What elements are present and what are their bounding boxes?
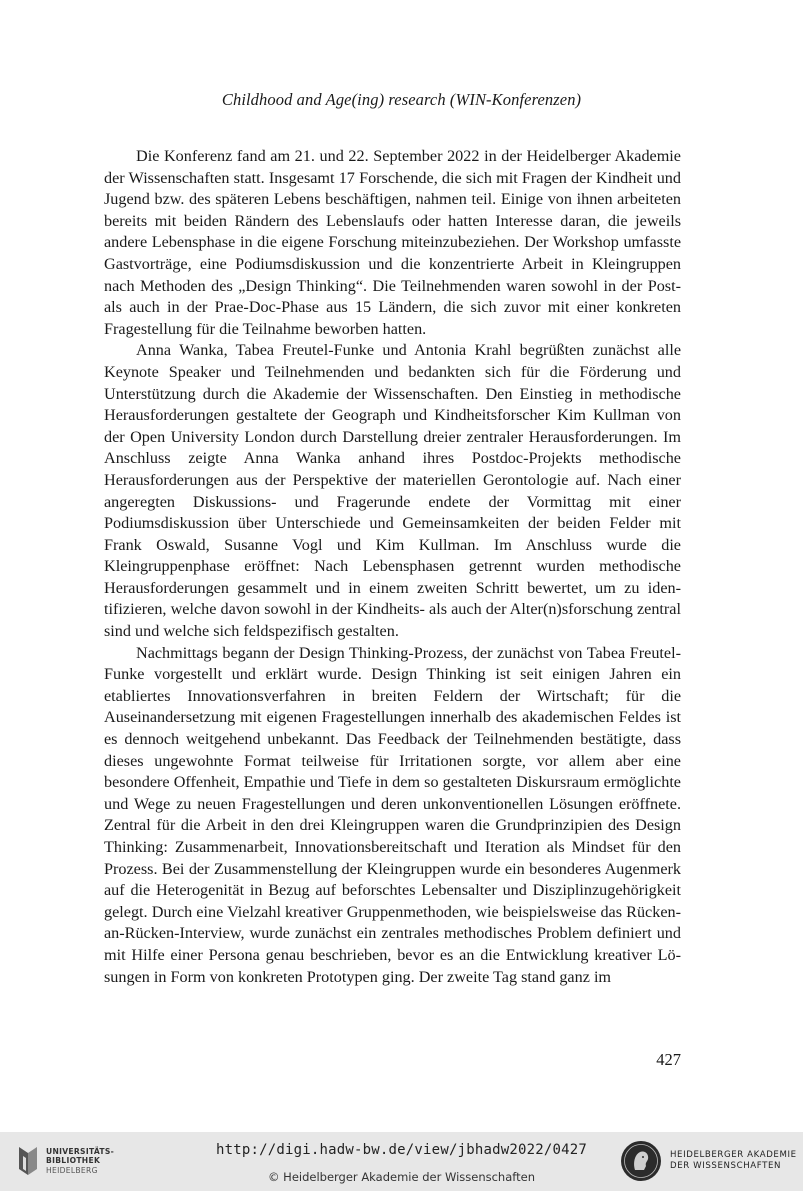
footer-bar xyxy=(0,1132,803,1191)
paragraph-1: Die Konferenz fand am 21. und 22. September 2022 in der Heidelberger Akademie der Wissenschaften statt. Insgesamt 17 Forschende, die sich mit Fragen der Kindheit und Jugend bzw. des späteren Lebens beschäftigen, nahmen teil. Einige von ihnen arbeiteten bereits mit beiden Rändern des Lebenslaufs oder hatten Interesse daran, die jeweils andere Lebensphase in die eigene Forschung miteinzubeziehen. Der Workshop umfasste Gastvorträge, eine Podiumsdiskussion und die konzentrierte Arbeit in Kleingruppen nach Methoden des „Design Thinking“. Die Teilnehmenden waren sowohl in der Post- als auch in der Prae-Doc-Phase aus 15 Ländern, die sich zuvor mit einer konkreten Fragestellung für die Teilnahme beworben hatten. xyxy=(104,147,681,338)
academy-logo[interactable] xyxy=(620,1140,800,1184)
permalink-url[interactable]: http://digi.hadw-bw.de/view/jbhadw2022/0427 xyxy=(215,1142,588,1158)
university-library-name: UNIVERSITÄTS- BIBLIOTHEK HEIDELBERG xyxy=(46,1147,115,1175)
running-header: Childhood and Age(ing) research (WIN-Konferenzen) xyxy=(221,90,582,109)
copyright-notice: © Heidelberger Akademie der Wissenschaften xyxy=(268,1170,535,1184)
academy-name: HEIDELBERGER AKADEMIE DER WISSENSCHAFTEN xyxy=(670,1150,797,1171)
academy-seal-icon xyxy=(620,1140,662,1182)
paragraph-3: Nachmittags begann der Design Thinking-Prozess, der zunächst von Tabea Freutel-Funke vorgestellt und erklärt wurde. Design Thinking ist seit einigen Jahren ein etabliertes Innovationsverfahren in breiten Feldern der Wirtschaft; für die Auseinandersetzung mit eigenen Fragestellungen innerhalb des akademischen Feldes ist es dennoch weitgehend unbekannt. Das Feedback der Teilnehmenden bestätigte, dass dieses ungewohnte Format teilweise für Irritationen sorgte, vor allem aber eine besondere Offenheit, Empathie und Tiefe in dem so gestalteten Diskursraum ermöglichte und Wege zu neuen Fragestellungen und deren unkonventionellen Lösungen eröffnete. Zentral für die Arbeit in den drei Kleingruppen waren die Grundprinzipien des Design Thinking: Zusammenarbeit, Innovationsbereitschaft und Iteration als Mindset für den Prozess. Bei der Zusammenstellung der Kleingruppen wurde ein besonderes Augenmerk auf die Heterogenität in Bezug auf beforschtes Lebensalter und Disziplinzugehörigkeit gelegt. Durch eine Vielzahl kreativer Gruppenmethoden, wie beispielsweise das Rücken-an-Rücken-Interview, wurde zunächst ein zentrales methodisches Problem definiert und mit Hilfe einer Persona genau beschrieben, bevor es an die Entwicklung kreativer Lösungen in Form von konkreten Prototypen ging. Der zweite Tag stand ganz im xyxy=(104,643,681,986)
body-text xyxy=(104,146,681,988)
page-number: 427 xyxy=(656,1050,681,1069)
paragraph-2: Anna Wanka, Tabea Freutel-Funke und Antonia Krahl begrüßten zunächst alle Keynote Speaker und Teilnehmenden und bedankten sich für die Förderung und Unterstützung durch die Akademie der Wissenschaften. Den Einstieg in methodische Herausforderungen gestaltete der Geograph und Kindheitsforscher Kim Kullman von der Open University London durch Darstellung dreier zentraler Herausforderungen. Im Anschluss zeigte Anna Wanka anhand ihres Postdoc-Projekts methodische Herausforderungen aus der Perspektive der materiellen Gerontologie auf. Nach einer angeregten Diskussions- und Fragerunde endete der Vormittag mit einer Podiumsdiskussion über Unterschiede und Gemeinsamkeiten der beiden Felder mit Frank Oswald, Susanne Vogl und Kim Kullman. Im Anschluss wurde die Kleingruppenphase eröffnet: Nach Lebensphasen getrennt wurden methodische Herausforderungen gesammelt und in einem zweiten Schritt bewertet, um zu identifizieren, welche davon sowohl in der Kindheits- als auch der Alter(n)sforschung zentral sind und welche sich feldspezifisch gestalten. xyxy=(104,341,681,641)
